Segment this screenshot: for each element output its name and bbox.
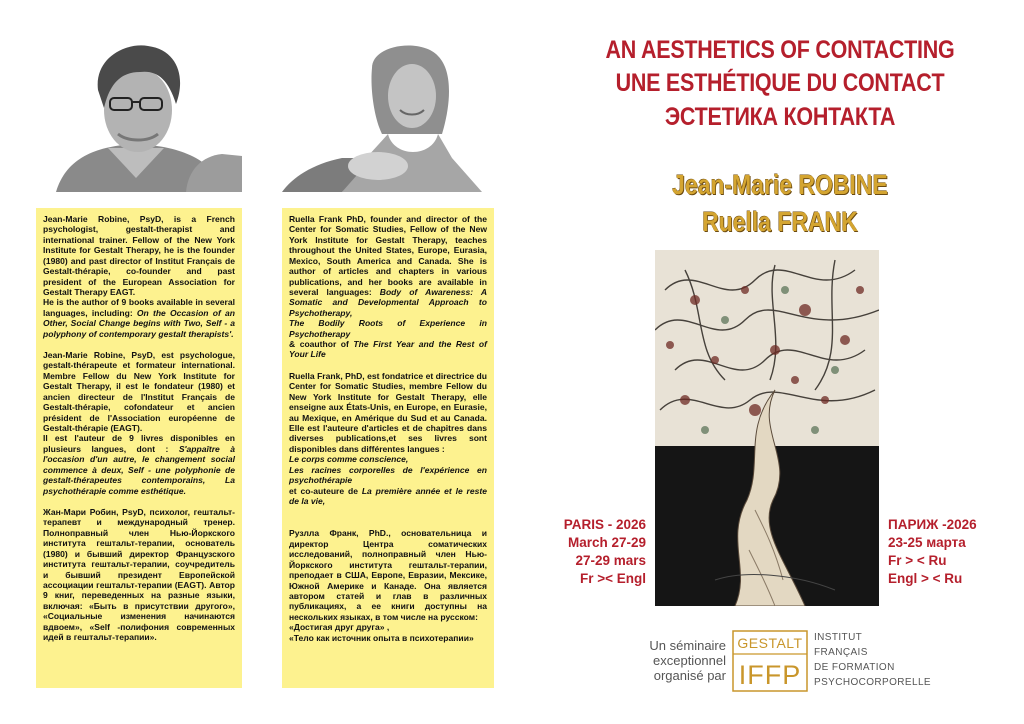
bio-en-book-1: Body of Awareness: A Somatic and Developmental Approach to Psychotherapy,	[289, 286, 487, 318]
dates-right-russian: 23-25 марта	[888, 535, 966, 550]
institute-line-1: INSTITUT	[814, 632, 863, 643]
dates-left-city: PARIS - 2026	[563, 517, 646, 532]
bio-fr-paragraph: Ruella Frank, PhD, est fondatrice et directrice du Center for Somatic Studies, membre Fellow du New York Institute for Gestalt Therapy, elle enseigne aux États-Unis, en Europe, en Eurasie, au Mexique, en Amérique du Sud et au Canada. Elle est l'auteure d'articles et de chapitres dans diverses publications,et ses livres sont disponibles dans différentes langues :	[289, 370, 487, 454]
bio-en-books: He is the author of 9 books available in several languages, including:	[43, 297, 235, 318]
bio-fr-books-titles: S'appaître à l'occasion d'un autre, le changement social commence à deux, Self - une polyphonie de gestalt-thérapeutes contemporains, La psychothérapie comme esthétique.	[43, 443, 235, 496]
bio-fr-coauthor: et co-auteure de	[289, 485, 362, 496]
institute-line-4: PSYCHOCORPORELLE	[814, 677, 931, 688]
title-russian: ЭСТЕТИКА КОНТАКТА	[664, 103, 896, 131]
speaker-name-robine: Jean-Marie ROBINE	[672, 169, 888, 200]
dates-left	[548, 516, 646, 588]
dates-right-languages-2: Engl > < Ru	[888, 571, 963, 586]
bio-en-coauthor: & coauthor of	[289, 339, 354, 350]
seminar-line-3: organisé par	[653, 668, 726, 683]
dates-right-languages-1: Fr > < Ru	[888, 553, 947, 568]
institute-name	[814, 630, 931, 690]
bio-en-books-titles: On the Occasion of an Other, Social Change begins with Two, Self - a polyphony of contemporary gestalt therapists'.	[43, 307, 235, 339]
gestalt-iffp-logo	[732, 630, 808, 692]
photo-jean-marie-robine	[36, 38, 242, 192]
photo-ruella-frank	[282, 38, 494, 192]
bio-ruella-frank	[282, 208, 494, 688]
bio-fr-paragraph: Jean-Marie Robine, PsyD, est psychologue, gestalt-thérapeute et formateur international. Membre Fellow du New York Institute for Gestalt Therapy, il est le fondateur (1980) et ancien directeur de l'Institut Français de Gestalt-thérapie, cofondateur et ancien président de l'Association européenne de Gestalt-thérapie (EAGT).	[43, 350, 235, 434]
bio-ru-book-2: «Тело как источник опыта в психотерапии»	[289, 632, 474, 643]
logo-gestalt-text: GESTALT	[737, 635, 803, 651]
bio-fr-book-1: Le corps comme conscience,	[289, 454, 409, 465]
bio-en-paragraph: Jean-Marie Robine, PsyD, is a French psychologist, gestalt-therapist and international trainer. Fellow of the New York Institute for Gestalt Therapy, he is the founder (1980) and past director of Institut Français de Gestalt-thérapie, co-founder and past president of the European Association for Gestalt Therapy EAGT.	[43, 214, 235, 297]
seminar-line-2: exceptionnel	[653, 653, 726, 668]
bio-fr-book-2: Les racines corporelles de l'expérience en psychothérapie	[289, 464, 487, 486]
bio-en-paragraph: Ruella Frank PhD, founder and director of the Center for Somatic Studies, Fellow of the New York Institute for Gestalt Therapy, teaches throughout the United States, Europe, Eurasia, Mexico, South America and Canada. She is author of articles and chapters in various publications, and her books are available in several languages:	[289, 214, 487, 297]
dates-left-french: 27-29 mars	[575, 553, 646, 568]
bio-en-book-2: The Bodily Roots of Experience in Psychotherapy	[289, 318, 487, 339]
seminar-line-1: Un séminaire	[649, 638, 726, 653]
tree-artwork	[655, 250, 879, 606]
title-french: UNE ESTHÉTIQUE DU CONTACT	[615, 69, 945, 97]
bio-jean-marie-robine	[36, 208, 242, 688]
bio-ru-paragraph: Рузлла Франк, PhD., основательница и директор Центра соматических исследований, полноправный член Нью-Йоркского института гештальт-терапии, преподает в США, Европе, Евразии, Мексике, Южной Америке и Канаде. Она является автором статей и глав в различных публикациях, а ее книги доступны на нескольких языках, в том числе на русском:	[289, 528, 487, 622]
dates-left-languages: Fr >< Engl	[579, 571, 646, 586]
bio-en-book-3: The First Year and the Rest of Your Life	[289, 339, 487, 360]
bio-fr-books: Il est l'auteur de 9 livres disponibles en plusieurs langues, dont :	[43, 433, 235, 454]
dates-right	[888, 516, 1008, 588]
bio-ru-paragraph: Жан-Мари Робин, PsyD, психолог, гештальт-терапевт и международный тренер. Полноправный член Нью-Йоркского института гештальт-терапии, основатель (1980) и бывший директор Французского института гештальт-терапии, соучредитель и бывший президент Европейской ассоциации гештальт-терапии (EAGT). Автор 9 книг, переведенных на разные языки, включая: «Быть в присутствии другого», «Социальные изменения начинаются вдвоем», «Self -полифония современных идей в гештальт-терапии».	[43, 506, 235, 643]
speaker-name-frank: Ruella FRANK	[702, 206, 858, 237]
logo-iffp-text: IFFP	[738, 660, 802, 690]
bio-ru-book-1: «Достигая друг друга» ,	[289, 622, 390, 633]
institute-line-3: DE FORMATION	[814, 662, 895, 673]
bio-fr-book-3: La première année et le reste de la vie,	[289, 485, 487, 506]
seminar-text	[630, 638, 726, 683]
dates-right-city: ПАРИЖ -2026	[888, 517, 977, 532]
institute-line-2: FRANÇAIS	[814, 647, 868, 658]
dates-left-english: March 27-29	[567, 535, 646, 550]
title-english: AN AESTHETICS OF CONTACTING	[605, 36, 955, 64]
